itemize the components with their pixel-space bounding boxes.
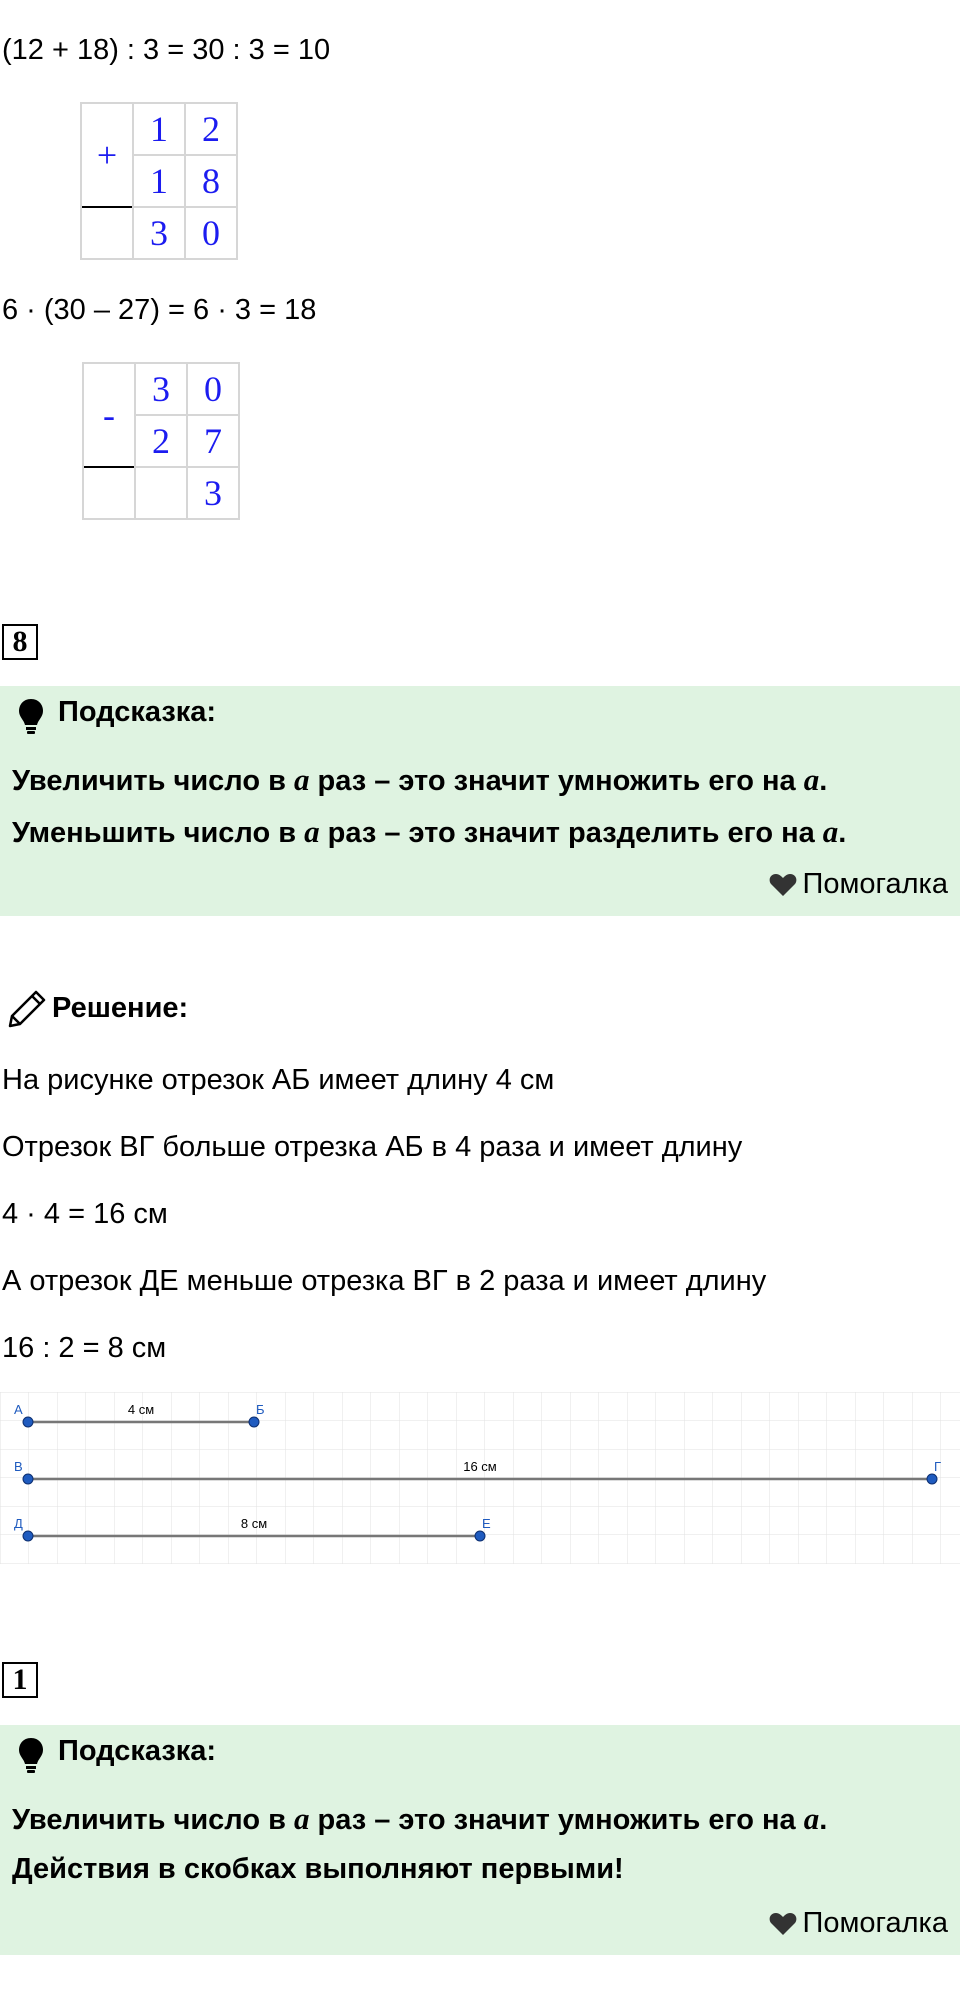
segment-point [23,1417,33,1427]
solution-line: А отрезок ДЕ меньше отрезка ВГ в 2 раза и имеет длину [2,1265,767,1297]
credit-label: Помогалка [802,1907,948,1939]
variable-a: a [803,1801,820,1836]
variable-a: a [803,762,820,797]
minus-sign: - [83,363,135,467]
credit-label: Помогалка [802,868,948,900]
variable-a: a [304,814,320,849]
segment-length-label: 4 см [127,1402,155,1417]
hint-line-2: Действия в скобках выполняют первыми! [12,1853,624,1885]
point-label: Е [482,1516,491,1531]
hint-text: раз – это значит разделить его на [319,817,823,849]
hint-line-1 [12,1801,827,1837]
variable-a: a [294,1801,310,1836]
hint-text: Увеличить число в [12,765,294,797]
digit: 2 [185,103,237,155]
point-label: Г [934,1459,942,1474]
task-number-1: 1 [2,1662,38,1698]
plus-sign: + [81,103,133,207]
hint-line-1 [12,762,827,798]
segment-length-label: 16 см [463,1459,497,1474]
digit: 0 [185,207,237,259]
variable-a: a [294,762,310,797]
hint-title: Подсказка: [58,1735,217,1767]
segment-point [927,1474,937,1484]
heart-icon [769,873,797,897]
variable-a: a [822,814,839,849]
segments-figure [0,1392,960,1564]
point-label: А [14,1402,23,1417]
task-number-8: 8 [2,624,38,660]
digit: 1 [133,103,185,155]
credit-link[interactable] [769,868,948,901]
digit: 3 [187,467,239,519]
hint-text: раз – это значит умножить его на [309,1804,804,1836]
solution-line: 4 · 4 = 16 см [2,1198,168,1230]
digit: 8 [185,155,237,207]
point-label: Б [256,1402,265,1417]
pencil-icon [6,988,48,1030]
solution-line: На рисунке отрезок АБ имеет длину 4 см [2,1064,555,1096]
lightbulb-icon [18,1737,44,1775]
column-addition-table [80,102,238,260]
solution-line: 16 : 2 = 8 см [2,1332,167,1364]
point-label: В [14,1459,23,1474]
digit: 2 [135,415,187,467]
hint-line-2 [12,814,846,850]
empty-cell [81,207,133,259]
segment-length-label: 8 см [240,1516,268,1531]
hint-text: раз – это значит умножить его на [309,765,804,797]
solution-line: Отрезок ВГ больше отрезка АБ в 4 раза и имеет длину [2,1131,743,1163]
digit: 3 [135,363,187,415]
digit [135,467,187,519]
digit: 7 [187,415,239,467]
hint-box [0,686,960,916]
point-label: Д [14,1516,23,1531]
digit: 1 [133,155,185,207]
heart-icon [769,1912,797,1936]
hint-box [0,1725,960,1955]
hint-text: . [819,765,828,797]
solution-title: Решение: [52,992,189,1024]
segment-point [23,1531,33,1541]
digit: 3 [133,207,185,259]
hint-text: . [838,817,847,849]
digit: 0 [187,363,239,415]
column-subtraction-table [82,362,240,520]
lightbulb-icon [18,698,44,736]
segment-point [475,1531,485,1541]
hint-text: Увеличить число в [12,1804,294,1836]
credit-link[interactable] [769,1907,948,1940]
hint-title: Подсказка: [58,696,217,728]
segment-point [249,1417,259,1427]
expression-1: (12 + 18) : 3 = 30 : 3 = 10 [2,34,331,66]
empty-cell [83,467,135,519]
hint-text: . [819,1804,828,1836]
hint-text: Уменьшить число в [12,817,305,849]
expression-2: 6 · (30 – 27) = 6 · 3 = 18 [2,294,317,326]
segment-point [23,1474,33,1484]
